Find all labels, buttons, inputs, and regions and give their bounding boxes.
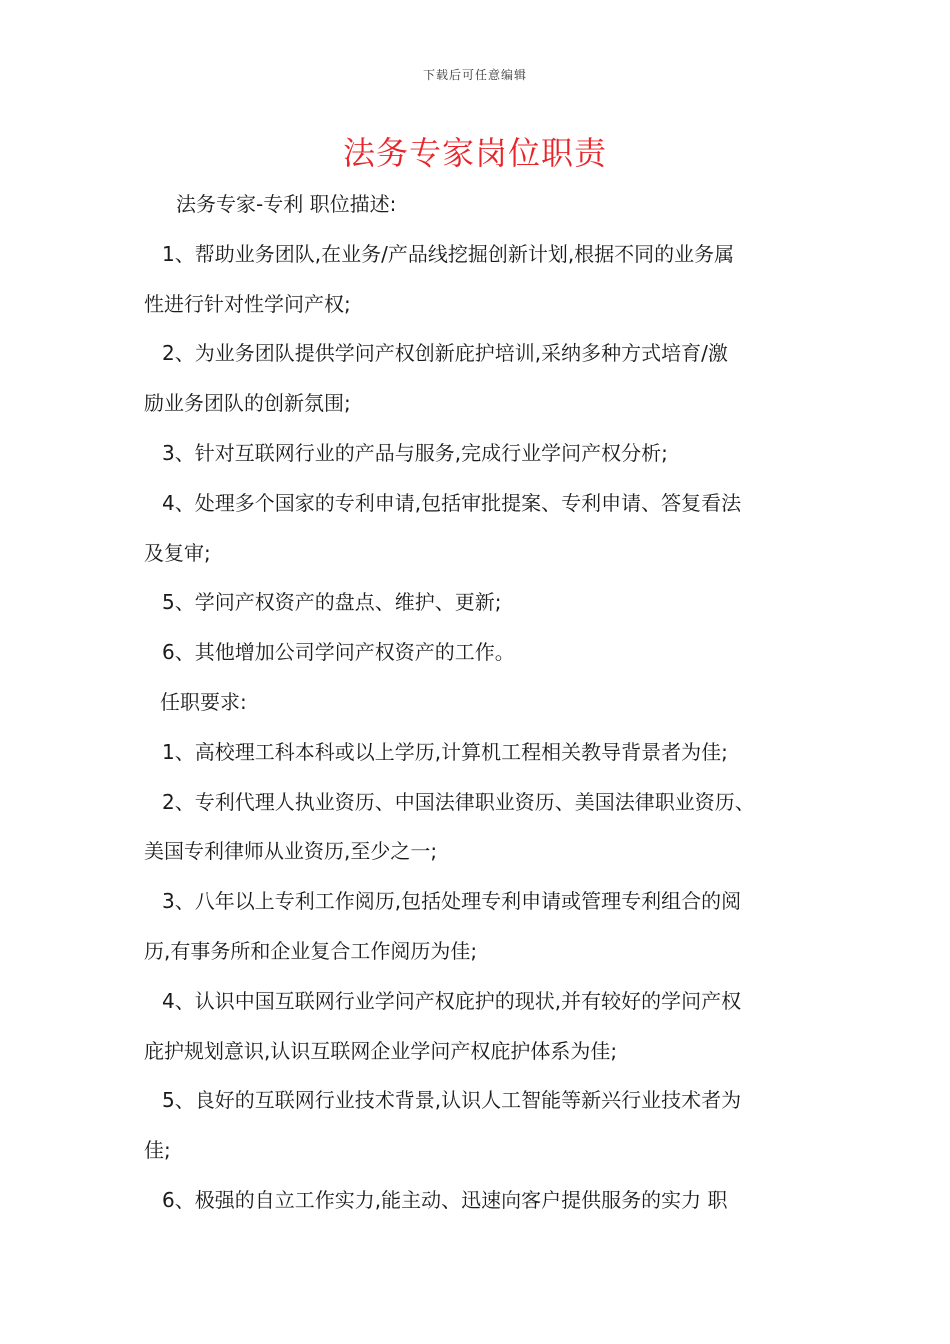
body-line: 3、针对互联网行业的产品与服务,完成行业学问产权分析;: [162, 440, 668, 465]
header-note: 下载后可任意编辑: [422, 68, 527, 82]
body-line: 历,有事务所和企业复合工作阅历为佳;: [144, 938, 478, 963]
document-body: [144, 180, 816, 1226]
body-line: 佳;: [144, 1138, 171, 1163]
body-line: 5、学问产权资产的盘点、维护、更新;: [162, 590, 502, 615]
body-line: 励业务团队的创新氛围;: [144, 391, 351, 416]
body-line: 6、其他增加公司学问产权资产的工作。: [162, 640, 515, 665]
body-line: 法务专家-专利 职位描述:: [176, 192, 397, 216]
body-line: 4、处理多个国家的专利申请,包括审批提案、专利申请、答复看法: [162, 490, 742, 515]
body-line: 4、认识中国互联网行业学问产权庇护的现状,并有较好的学问产权: [162, 988, 742, 1013]
body-line: 5、良好的互联网行业技术背景,认识人工智能等新兴行业技术者为: [162, 1088, 742, 1113]
body-line: 及复审;: [144, 540, 211, 565]
body-line: 1、高校理工科本科或以上学历,计算机工程相关教导背景者为佳;: [162, 739, 728, 764]
body-line: 2、专利代理人执业资历、中国法律职业资历、美国法律职业资历、: [162, 789, 755, 814]
body-line: 1、帮助业务团队,在业务/产品线挖掘创新计划,根据不同的业务属: [162, 241, 735, 266]
body-line: 美国专利律师从业资历,至少之一;: [144, 839, 438, 864]
body-line: 6、极强的自立工作实力,能主动、迅速向客户提供服务的实力 职: [162, 1187, 728, 1212]
body-line: 任职要求:: [160, 689, 247, 714]
body-line: 庇护规划意识,认识互联网企业学问产权庇护体系为佳;: [144, 1038, 618, 1063]
document-title: 法务专家岗位职责: [342, 134, 607, 172]
body-line: 3、八年以上专利工作阅历,包括处理专利申请或管理专利组合的阅: [162, 889, 742, 914]
body-line: 2、为业务团队提供学问产权创新庇护培训,采纳多种方式培育/激: [162, 341, 728, 366]
body-line: 性进行针对性学问产权;: [144, 291, 351, 316]
